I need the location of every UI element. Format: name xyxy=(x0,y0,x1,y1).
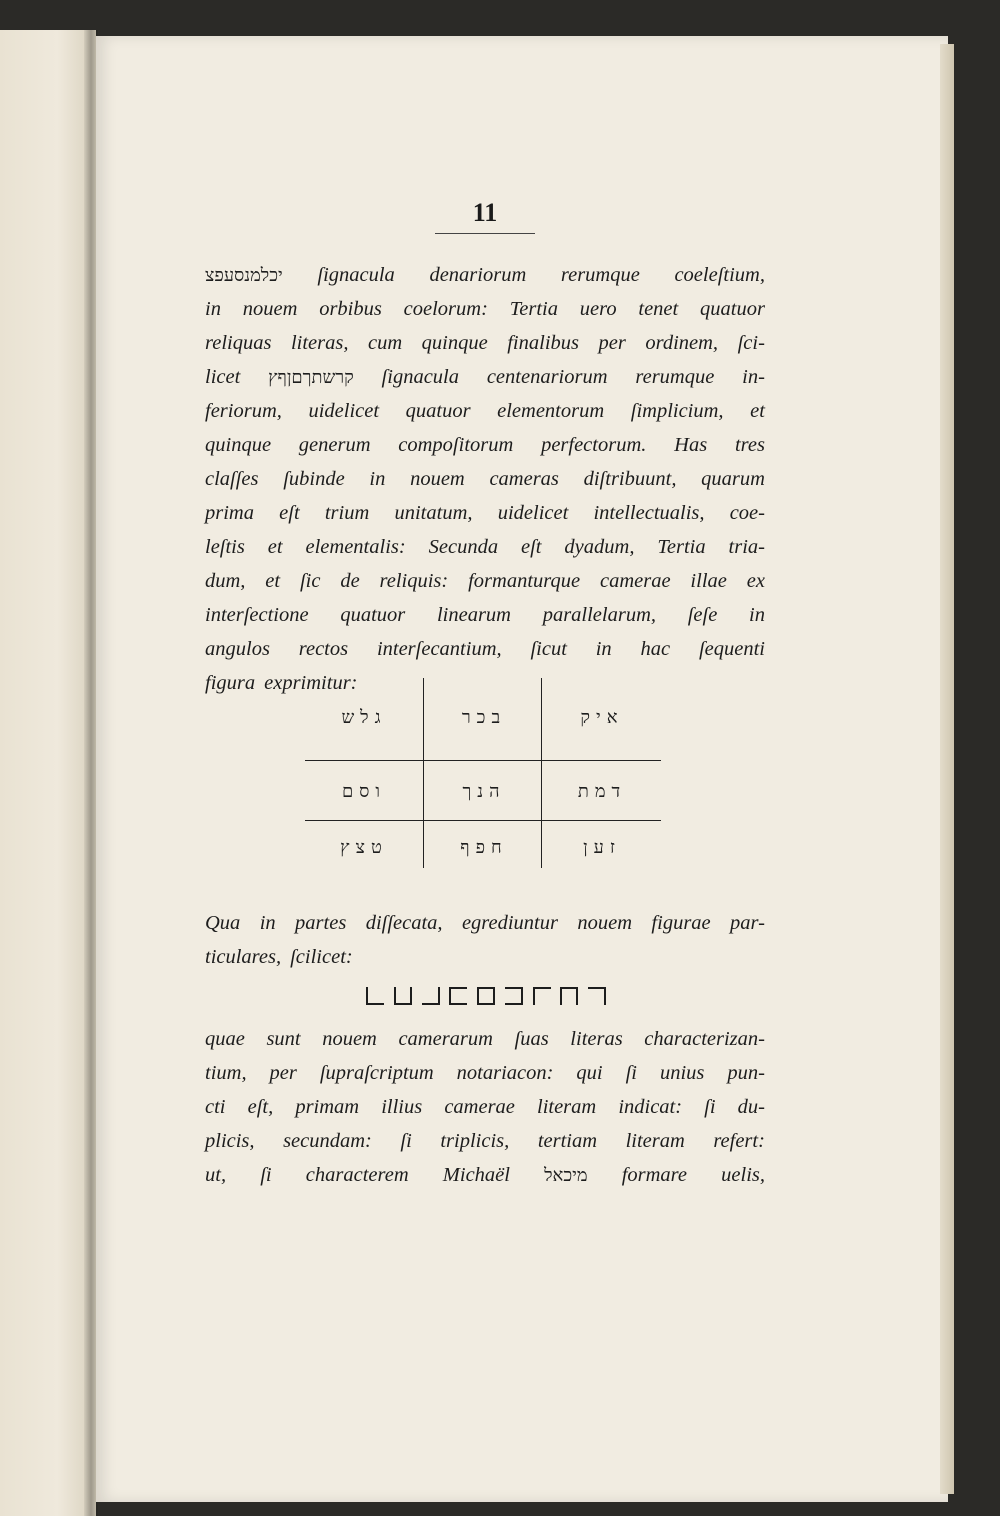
word: uero xyxy=(579,298,617,320)
word: literas xyxy=(570,1028,623,1050)
text-line xyxy=(205,326,765,360)
word: quarum xyxy=(701,468,765,490)
word: exprimitur: xyxy=(264,672,358,694)
grid-cell: חפף xyxy=(460,837,508,858)
facing-page xyxy=(0,30,96,1516)
word: illae xyxy=(690,570,727,592)
word: indicat: xyxy=(618,1096,683,1118)
paragraph-1 xyxy=(205,258,765,700)
word: refert: xyxy=(713,1130,765,1152)
word: licet xyxy=(205,366,241,388)
cap-open-bottom-icon xyxy=(560,987,578,1005)
word: et xyxy=(267,536,283,558)
word: ticulares, xyxy=(205,946,282,968)
word: characterem xyxy=(305,1164,409,1186)
text-line xyxy=(205,632,765,666)
word: ſubinde xyxy=(283,468,345,490)
word: formare xyxy=(621,1164,687,1186)
word: ut, xyxy=(205,1164,227,1186)
text-line xyxy=(205,258,765,292)
word: eſt, xyxy=(247,1096,274,1118)
grid-cell: בכר xyxy=(461,707,507,728)
grid-horizontal-line xyxy=(305,820,661,821)
word: in- xyxy=(742,366,765,388)
word: in xyxy=(205,298,221,320)
word: מיכאל xyxy=(544,1165,588,1186)
word: in xyxy=(259,912,276,934)
grid-cell: זען xyxy=(583,837,621,858)
word: nouem xyxy=(322,1028,377,1050)
text-line xyxy=(205,496,765,530)
text-line xyxy=(205,598,765,632)
word: figurae xyxy=(651,912,711,934)
word: coe- xyxy=(729,502,765,524)
word: et xyxy=(265,570,281,592)
word: literam xyxy=(625,1130,685,1152)
word: de xyxy=(340,570,360,592)
word: camerarum xyxy=(398,1028,493,1050)
word: claſſes xyxy=(205,468,259,490)
corner-top-right-icon xyxy=(588,987,606,1005)
word: cameras xyxy=(489,468,559,490)
word: figura xyxy=(205,672,256,694)
grid-cell: איק xyxy=(580,707,624,728)
word: secundam: xyxy=(283,1130,372,1152)
text-line xyxy=(205,462,765,496)
bracket-open-left-icon xyxy=(505,987,523,1005)
word: centenariorum xyxy=(486,366,608,388)
word: unius xyxy=(659,1062,705,1084)
word: denariorum xyxy=(429,264,527,286)
word: uelis, xyxy=(721,1164,765,1186)
word: notariacon: xyxy=(456,1062,554,1084)
word: literas, xyxy=(290,332,349,354)
word: ſi xyxy=(625,1062,637,1084)
word: diſtribuunt, xyxy=(583,468,677,490)
word: quinque xyxy=(421,332,488,354)
corner-top-left-icon xyxy=(533,987,551,1005)
word: reliquis: xyxy=(379,570,449,592)
word: nouem xyxy=(577,912,633,934)
word: ſi xyxy=(260,1164,272,1186)
word: elementalis: xyxy=(305,536,406,558)
corner-bottom-left-icon xyxy=(366,987,384,1005)
text-line xyxy=(205,360,765,394)
text-line xyxy=(205,1090,765,1124)
word: rectos xyxy=(298,638,349,660)
text-line xyxy=(205,1056,765,1090)
word: egrediuntur xyxy=(461,912,558,934)
word: ſimplicium, xyxy=(630,400,724,422)
cup-open-top-icon xyxy=(394,987,412,1005)
paragraph-2 xyxy=(205,906,765,974)
word: intellectualis, xyxy=(593,502,705,524)
word: parallelarum, xyxy=(542,604,657,626)
word: Tertia xyxy=(657,536,706,558)
grid-cell: דמת xyxy=(577,781,627,802)
grid-cell: טצץ xyxy=(340,837,388,858)
word: Michaël xyxy=(442,1164,510,1186)
word: sunt xyxy=(266,1028,301,1050)
word: linearum xyxy=(436,604,511,626)
bracket-open-right-icon xyxy=(449,987,467,1005)
word: qui xyxy=(576,1062,603,1084)
text-line xyxy=(205,394,765,428)
word: triplicis, xyxy=(440,1130,510,1152)
word: trium xyxy=(324,502,370,524)
word: ſi xyxy=(704,1096,716,1118)
word: quinque xyxy=(205,434,272,456)
word: generum xyxy=(298,434,371,456)
word: tria- xyxy=(728,536,765,558)
letter-grid xyxy=(305,678,661,868)
word: perfectorum. xyxy=(541,434,647,456)
word: orbibus xyxy=(319,298,382,320)
grid-cell: גלש xyxy=(341,707,387,728)
word: quae xyxy=(205,1028,245,1050)
word: formanturque xyxy=(468,570,581,592)
word: Has xyxy=(674,434,708,456)
word: quatuor xyxy=(405,400,471,422)
word: in xyxy=(595,638,612,660)
word: coeleſtium, xyxy=(674,264,765,286)
word: in xyxy=(749,604,765,626)
square-icon xyxy=(477,987,495,1005)
word: ſuas xyxy=(514,1028,549,1050)
word: compoſitorum xyxy=(398,434,514,456)
word: elementorum xyxy=(497,400,605,422)
word: ordinem, xyxy=(645,332,719,354)
page-number-rule xyxy=(435,233,535,234)
text-line xyxy=(205,1124,765,1158)
word: tenet xyxy=(638,298,679,320)
word: cum xyxy=(368,332,403,354)
word: uidelicet xyxy=(308,400,380,422)
word: eſt xyxy=(521,536,542,558)
grid-cell: וסם xyxy=(341,781,387,802)
word: reliquas xyxy=(205,332,272,354)
word: tertiam xyxy=(537,1130,598,1152)
word: unitatum, xyxy=(394,502,473,524)
word: interſecantium, xyxy=(376,638,502,660)
word: pun- xyxy=(727,1062,765,1084)
word: dyadum, xyxy=(564,536,635,558)
text-line xyxy=(205,292,765,326)
word: cti xyxy=(205,1096,226,1118)
word: literam xyxy=(537,1096,597,1118)
word: uidelicet xyxy=(497,502,569,524)
word: ſcilicet: xyxy=(290,946,353,968)
text-line xyxy=(205,564,765,598)
text-line xyxy=(205,428,765,462)
word: partes xyxy=(295,912,347,934)
word: ſignacula xyxy=(381,366,459,388)
word: tres xyxy=(734,434,765,456)
text-line xyxy=(205,1158,765,1192)
word: Qua xyxy=(205,912,241,934)
word: prima xyxy=(205,502,254,524)
word: angulos xyxy=(205,638,270,660)
word: קרשתךםןףץ xyxy=(268,367,354,388)
word: tium, xyxy=(205,1062,247,1084)
word: finalibus xyxy=(507,332,579,354)
word: in xyxy=(369,468,386,490)
word: ſicut xyxy=(530,638,567,660)
grid-vertical-line xyxy=(423,678,424,868)
word: et xyxy=(750,400,765,422)
word: primam xyxy=(295,1096,360,1118)
cipher-symbols xyxy=(366,982,606,1010)
word: interſectione xyxy=(205,604,309,626)
word: hac xyxy=(640,638,671,660)
word: quatuor xyxy=(340,604,406,626)
word: par- xyxy=(730,912,765,934)
grid-horizontal-line xyxy=(305,760,661,761)
word: coelorum: xyxy=(403,298,488,320)
word: ſupraſcriptum xyxy=(319,1062,434,1084)
word: quatuor xyxy=(700,298,765,320)
word: per xyxy=(598,332,626,354)
text-line xyxy=(205,940,765,974)
text-line xyxy=(205,530,765,564)
word: ſequenti xyxy=(698,638,765,660)
word: Tertia xyxy=(509,298,558,320)
word: eſt xyxy=(279,502,300,524)
word: ſic xyxy=(299,570,321,592)
word: rerumque xyxy=(635,366,715,388)
word: dum, xyxy=(205,570,246,592)
word: du- xyxy=(737,1096,765,1118)
word: nouem xyxy=(410,468,465,490)
word: ſi xyxy=(400,1130,412,1152)
corner-bottom-right-icon xyxy=(422,987,440,1005)
word: ſci- xyxy=(737,332,765,354)
word: camerae xyxy=(444,1096,515,1118)
paragraph-3 xyxy=(205,1022,765,1192)
word: ſeſe xyxy=(687,604,718,626)
word: camerae xyxy=(599,570,671,592)
word: characterizan- xyxy=(644,1028,765,1050)
word: ex xyxy=(746,570,765,592)
word: plicis, xyxy=(205,1130,255,1152)
word: ſignacula xyxy=(317,264,395,286)
word: יכלמנסעפצ xyxy=(205,265,283,286)
word: diſſecata, xyxy=(365,912,443,934)
grid-cell: הנך xyxy=(462,781,506,802)
word: nouem xyxy=(242,298,298,320)
word: leſtis xyxy=(205,536,245,558)
page-edge xyxy=(940,44,954,1494)
word: Secunda xyxy=(428,536,499,558)
word: feriorum, xyxy=(205,400,282,422)
word: illius xyxy=(381,1096,423,1118)
page-number: 11 xyxy=(472,198,498,227)
word: rerumque xyxy=(560,264,640,286)
text-line xyxy=(205,1022,765,1056)
text-line xyxy=(205,906,765,940)
word: per xyxy=(269,1062,297,1084)
